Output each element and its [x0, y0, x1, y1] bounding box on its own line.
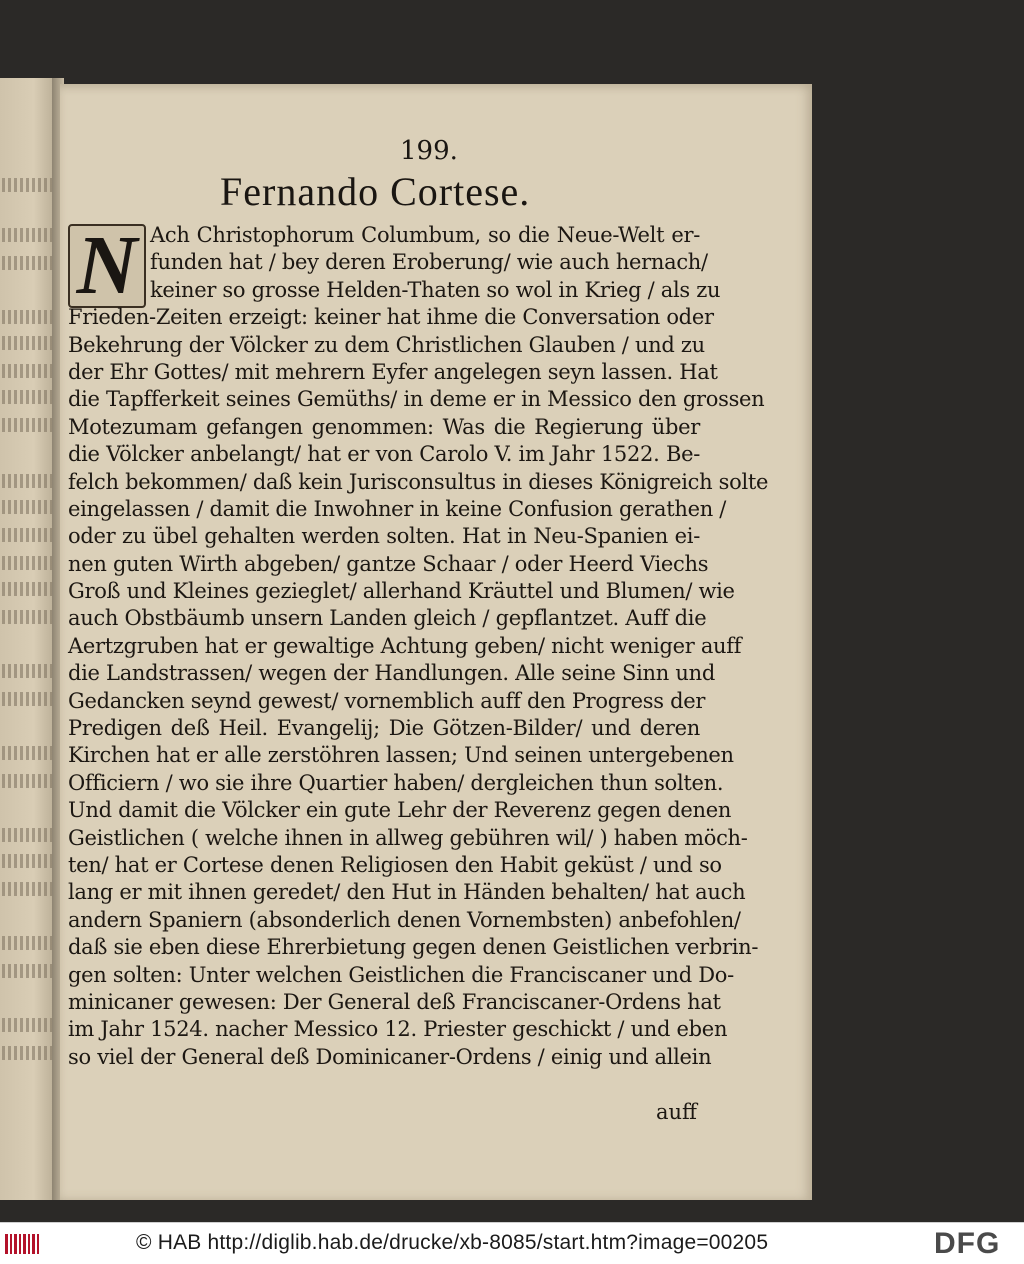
text-line: andern Spaniern (absonderlich denen Vornembsten) anbefohlen/ — [68, 907, 741, 932]
drop-cap-initial: N — [68, 224, 146, 308]
page-title: Fernando Cortese. — [220, 169, 531, 214]
dfg-logo: DFG — [934, 1227, 1001, 1260]
text-line: Officiern / wo sie ihre Quartier haben/ dergleichen thun solten. — [68, 770, 724, 795]
text-line: gen solten: Unter welchen Geistlichen die Franciscaner und Do- — [68, 962, 734, 987]
text-line: Predigen deß Heil. Evangelij; Die Götzen-Bilder/ und deren — [68, 716, 700, 741]
text-line: der Ehr Gottes/ mit mehrern Eyfer angelegen seyn lassen. Hat — [68, 359, 718, 384]
text-line: minicaner gewesen: Der General deß Franciscaner-Ordens hat — [68, 989, 721, 1014]
page-number: 199. — [400, 136, 458, 166]
text-line: Und damit die Völcker ein gute Lehr der Reverenz gegen denen — [68, 798, 732, 823]
text-line: die Völcker anbelangt/ hat er von Carolo V. im Jahr 1522. Be- — [68, 442, 700, 467]
text-line: ten/ hat er Cortese denen Religiosen den Habit geküst / und so — [68, 852, 722, 877]
text-line: daß sie eben diese Ehrerbietung gegen denen Geistlichen verbrin- — [68, 935, 759, 960]
catchword: auff — [656, 1100, 697, 1124]
source-link[interactable]: © HAB http://diglib.hab.de/drucke/xb-8085/start.htm?image=00205 — [136, 1231, 769, 1254]
text-line: Geistlichen ( welche ihnen in allweg gebühren wil/ ) haben möch- — [68, 825, 748, 850]
hab-logo-icon — [4, 1231, 44, 1257]
body-text — [68, 222, 769, 1071]
text-line: die Tapfferkeit seines Gemüths/ in deme er in Messico den grossen — [68, 387, 765, 412]
text-line: Aertzgruben hat er gewaltige Achtung geben/ nicht weniger auff — [68, 633, 742, 658]
text-line: felch bekommen/ daß kein Jurisconsultus in dieses Königreich solte — [68, 469, 769, 494]
text-line: Bekehrung der Völcker zu dem Christlichen Glauben / und zu — [68, 332, 705, 357]
text-line: so viel der General deß Dominicaner-Ordens / einig und allein — [68, 1044, 712, 1069]
text-line: Kirchen hat er alle zerstöhren lassen; Und seinen untergebenen — [68, 743, 734, 768]
text-line: oder zu übel gehalten werden solten. Hat in Neu-Spanien ei- — [68, 524, 700, 549]
text-line: nen guten Wirth abgeben/ gantze Schaar / oder Heerd Viechs — [68, 551, 709, 576]
text-line: Ach Christophorum Columbum, so die Neue-Welt er- — [150, 223, 700, 247]
previous-page-edge — [0, 78, 56, 1200]
text-line: die Landstrassen/ wegen der Handlungen. Alle seine Sinn und — [68, 661, 715, 686]
text-line: auch Obstbäumb unsern Landen gleich / gepflantzet. Auff die — [68, 606, 707, 631]
text-line: im Jahr 1524. nacher Messico 12. Priester geschickt / und eben — [68, 1017, 728, 1042]
text-line: eingelassen / damit die Inwohner in keine Confusion gerathen / — [68, 496, 727, 521]
book-page — [60, 84, 812, 1200]
footer-bar — [0, 1222, 1024, 1264]
text-line: keiner so grosse Helden-Thaten so wol in Krieg / als zu — [150, 277, 721, 302]
text-line: Gedancken seynd gewest/ vornemblich auff den Progress der — [68, 688, 706, 713]
text-line: lang er mit ihnen geredet/ den Hut in Händen behalten/ hat auch — [68, 880, 746, 905]
text-line: funden hat / bey deren Eroberung/ wie auch hernach/ — [150, 250, 708, 275]
text-line: Motezumam gefangen genommen: Was die Regierung über — [68, 414, 700, 439]
text-line: Groß und Kleines gezieglet/ allerhand Kräuttel und Blumen/ wie — [68, 579, 735, 604]
text-line: Frieden-Zeiten erzeigt: keiner hat ihme die Conversation oder — [68, 305, 714, 330]
